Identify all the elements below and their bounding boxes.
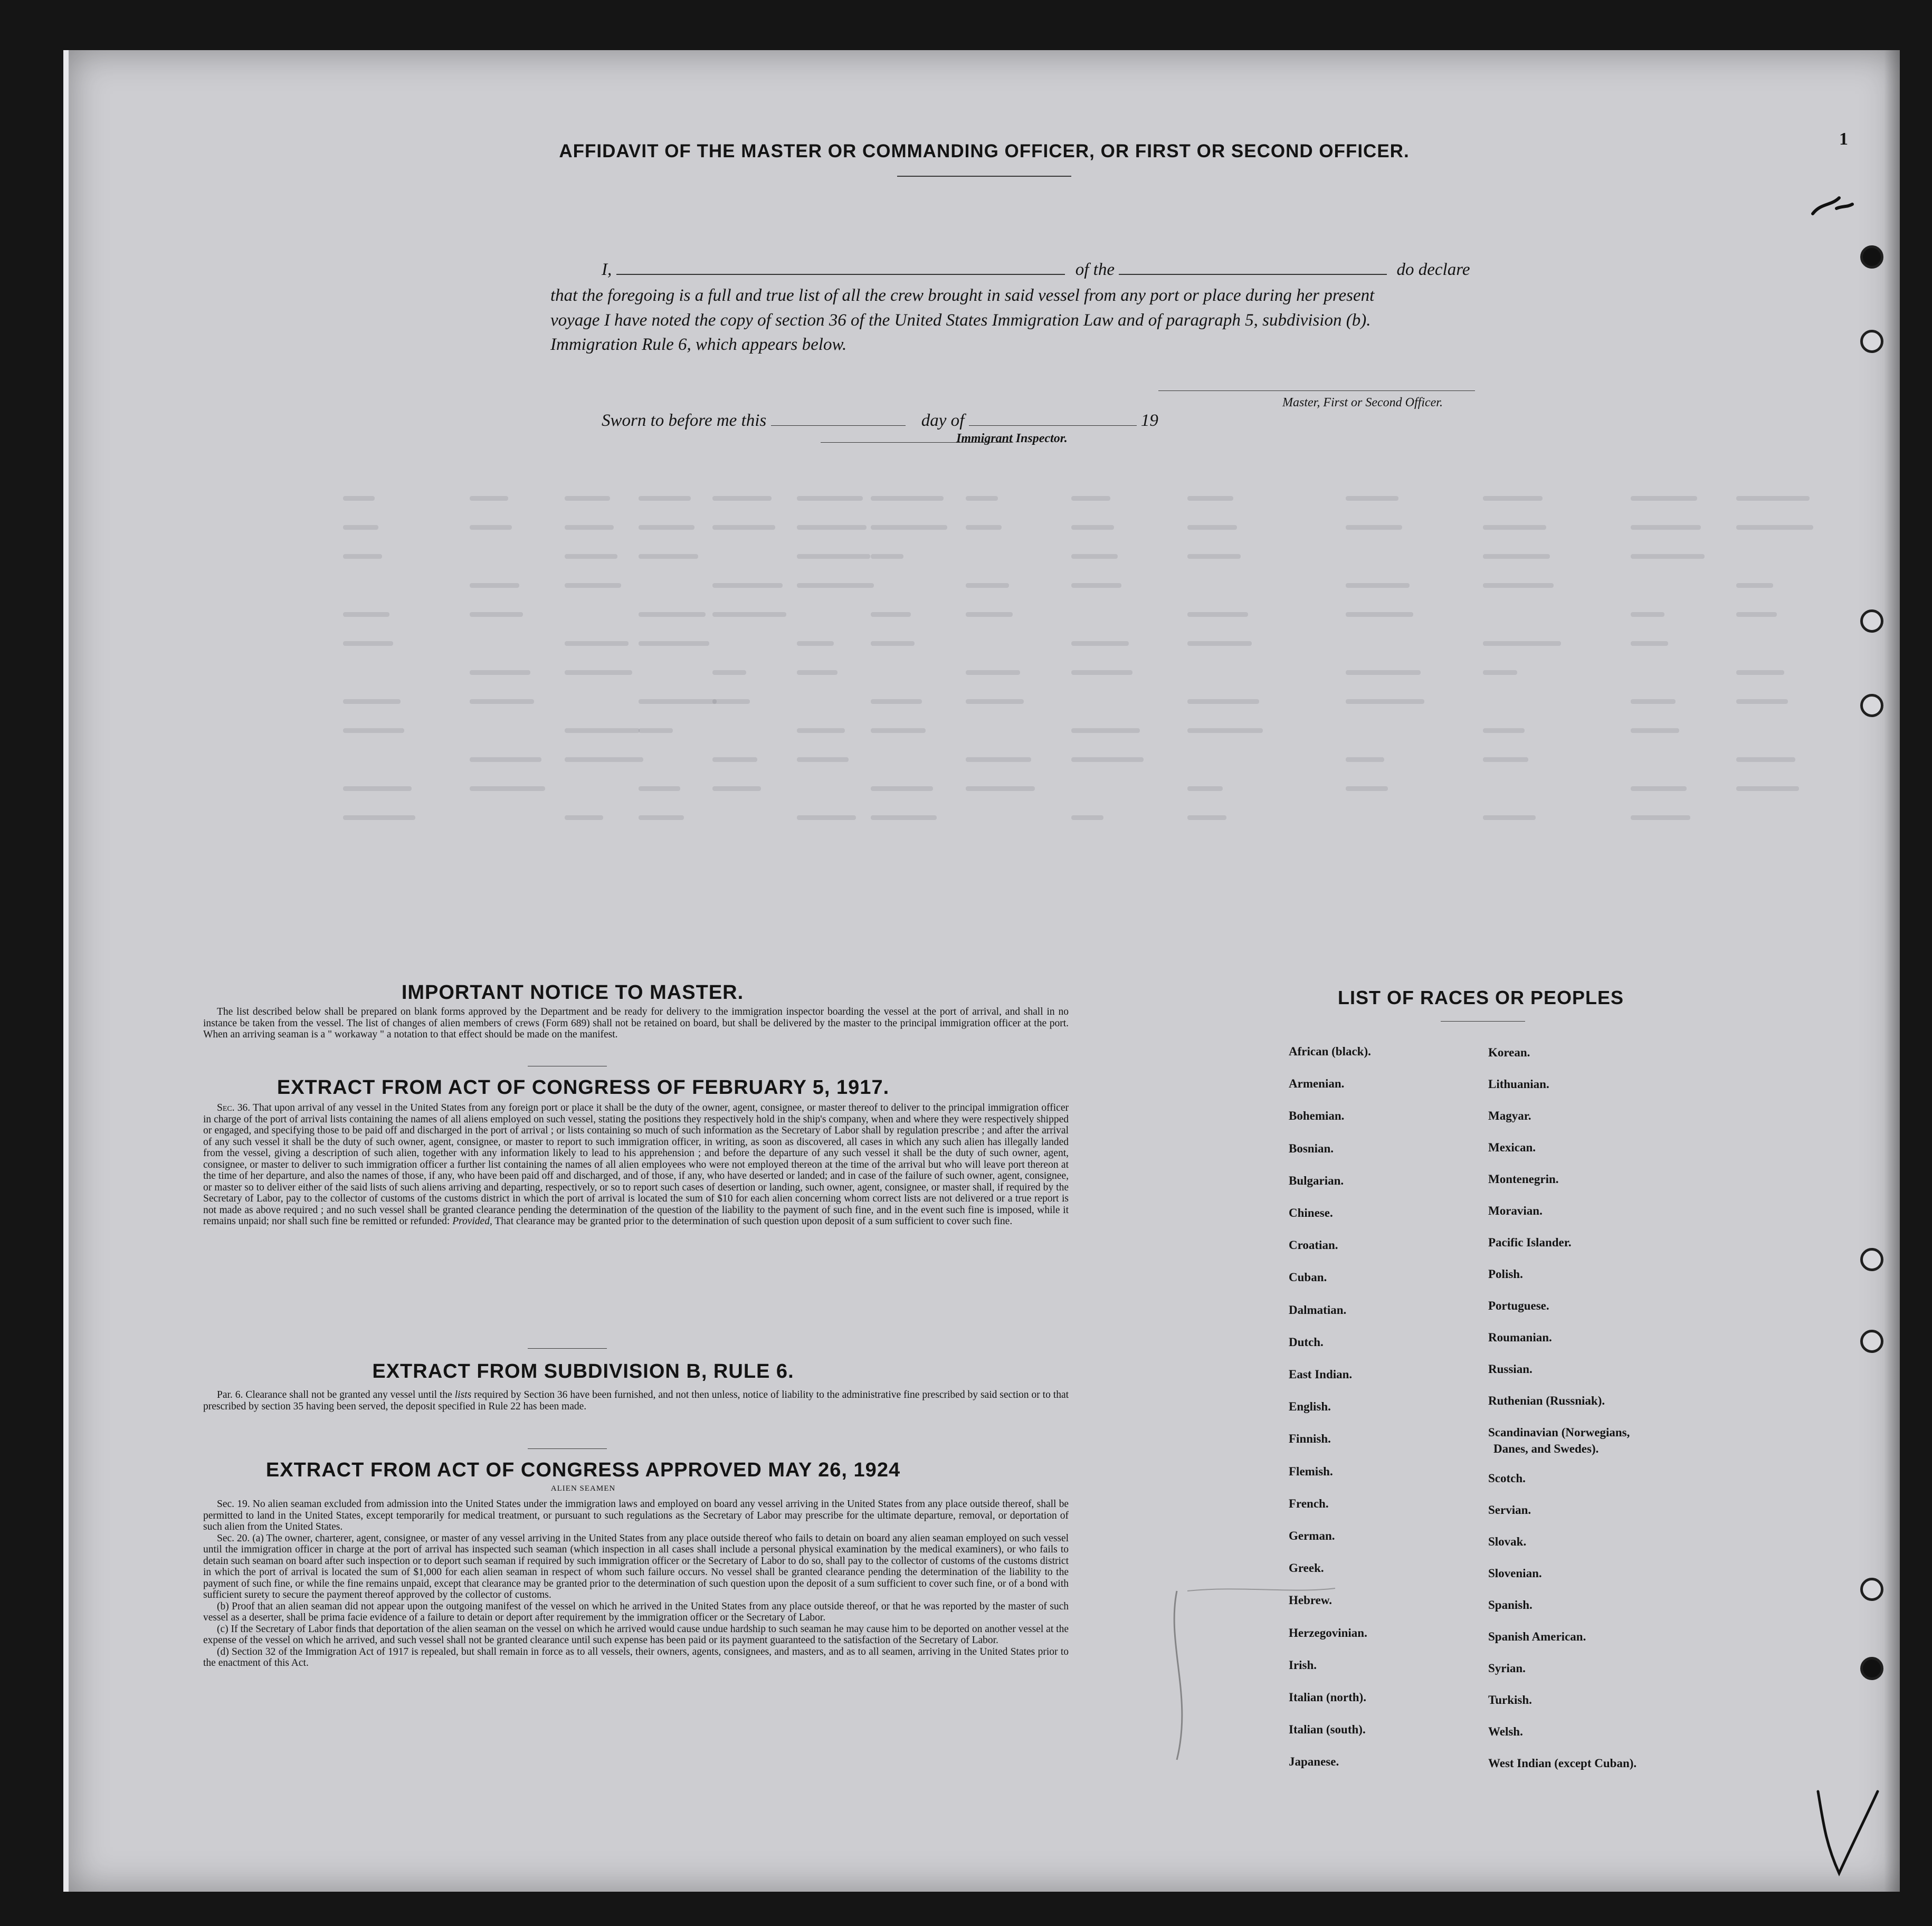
ghost-dash [565, 496, 610, 501]
punch-hole-icon [1860, 330, 1883, 353]
race-right-item: Welsh. [1488, 1725, 1523, 1738]
race-right-item: Korean. [1488, 1046, 1530, 1059]
race-left-item: Hebrew. [1289, 1594, 1332, 1607]
ghost-dash [343, 496, 375, 501]
ghost-dash [565, 554, 617, 559]
race-right-item: Russian. [1488, 1362, 1533, 1376]
ghost-dash [712, 525, 775, 530]
punch-hole-icon [1860, 1578, 1883, 1601]
extract-1917-title: EXTRACT FROM ACT OF CONGRESS OF FEBRUARY 5, 1917. [277, 1076, 890, 1099]
rule6-text-a: Clearance shall not be granted any vessel until the [245, 1389, 452, 1400]
ghost-dash [565, 525, 614, 530]
ghost-dash [1736, 786, 1799, 791]
race-right-item: Roumanian. [1488, 1331, 1552, 1344]
race-right-item: Mexican. [1488, 1141, 1536, 1154]
ghost-dash [797, 641, 834, 646]
ghost-dash [1346, 670, 1421, 675]
ghost-dash [1346, 699, 1424, 704]
affidavit-of-the: of the [1075, 260, 1115, 279]
ghost-row [343, 728, 1863, 739]
ghost-dash [1071, 670, 1132, 675]
rule6-title: EXTRACT FROM SUBDIVISION B, RULE 6. [372, 1360, 794, 1382]
ghost-dash [1346, 786, 1388, 791]
race-right-item: Syrian. [1488, 1662, 1526, 1675]
ghost-row [343, 699, 1863, 710]
ghost-dash [1736, 757, 1795, 762]
ghost-dash [1346, 583, 1410, 588]
ghost-dash [1631, 525, 1701, 530]
ghost-dash [343, 728, 404, 733]
race-left-item: Finnish. [1289, 1432, 1331, 1446]
ghost-dash [712, 583, 783, 588]
ghost-dash [1631, 786, 1687, 791]
punch-hole-icon [1860, 1657, 1883, 1680]
sec20a-text: (a) The owner, charterer, agent, consignee, or master of any vessel arriving in the United States from any place outside thereof who fails to detain on board any alien seaman employed on such vessel until the immigration officer in charge at the port of arrival has inspected such seaman (which inspection in all cases shall include a personal physical examination by the medical examiners), or who fails to detain such seaman on board after such inspection or to deport such seaman if required by such immigration officer or the Secretary of Labor to do so, shall pay to the collector of customs of the customs district in which the port of arrival is located the sum of $1,000 for each alien seaman in respect of whom such failure occurs. No vessel shall be granted clearance pending the determination of the liability to the payment of such fine, or while the fine remains unpaid, except that clearance may be granted prior to the determination of such question upon the deposit of a sum sufficient to cover such fine, or of a bond with sufficient surety to secure the payment thereof approved by the collector of customs. [203, 1532, 1069, 1600]
ghost-dash [639, 728, 673, 733]
ghost-dash [712, 496, 772, 501]
ghost-dash [871, 728, 926, 733]
extract-1917-body [203, 1102, 1069, 1227]
affidavit-title: AFFIDAVIT OF THE MASTER OR COMMANDING OFFICER, OR FIRST OR SECOND OFFICER. [559, 141, 1410, 161]
ghost-dash [565, 670, 632, 675]
ghost-row [343, 554, 1863, 565]
ghost-dash [966, 612, 1013, 617]
ghost-dash [712, 612, 786, 617]
affidavit-line-4: Immigration Rule 6, which appears below. [550, 335, 847, 354]
race-left-item: Irish. [1289, 1658, 1317, 1672]
ghost-dash [1631, 728, 1679, 733]
ghost-dash [966, 699, 1024, 704]
ghost-dash [712, 699, 750, 704]
race-right-item: Polish. [1488, 1267, 1523, 1281]
ghost-dash [712, 786, 761, 791]
race-left-item: Dalmatian. [1289, 1303, 1347, 1317]
ghost-dash [1071, 728, 1140, 733]
affidavit-line-1 [602, 260, 1470, 280]
ghost-dash [343, 699, 401, 704]
ghost-dash [470, 757, 541, 762]
ghost-row [343, 583, 1863, 594]
manifest-page [63, 50, 1900, 1892]
ghost-dash [343, 641, 393, 646]
race-right-item: Turkish. [1488, 1693, 1532, 1706]
ghost-dash [1483, 554, 1550, 559]
race-left-item: German. [1289, 1529, 1335, 1542]
ghost-dash [1071, 496, 1110, 501]
ghost-dash [470, 583, 519, 588]
rule6-text-b: required by Section 36 have been furnished, and not then unless, notice of liability to the administrative fine prescribed by said section or to that prescribed by section 35 having been served, the deposit specified in Rule 22 has been made. [203, 1389, 1069, 1412]
sworn-prefix: Sworn to before me this [602, 411, 767, 430]
ghost-row [343, 815, 1863, 826]
race-left-item: Armenian. [1289, 1077, 1345, 1091]
ghost-dash [1187, 496, 1233, 501]
ghost-dash [343, 786, 412, 791]
punch-hole-icon [1860, 245, 1883, 269]
sworn-year: 19 [1140, 411, 1158, 430]
ghost-dash [1483, 583, 1554, 588]
ghost-dash [1187, 525, 1237, 530]
sworn-line [602, 411, 1158, 431]
ghost-dash [1071, 641, 1129, 646]
punch-hole-icon [1860, 609, 1883, 633]
ghost-dash [1736, 583, 1773, 588]
ghost-row [343, 641, 1863, 652]
ghost-dash [1483, 641, 1561, 646]
race-left-item: Japanese. [1289, 1755, 1339, 1769]
extract-1924-title: EXTRACT FROM ACT OF CONGRESS APPROVED MAY 26, 1924 [265, 1459, 901, 1481]
extract-1917-rule [528, 1348, 607, 1349]
notice-master-text: The list described below shall be prepared on blank forms approved by the Department and be ready for delivery to the immigration inspector boarding the vessel at the port of arrival, and shall in no instance be taken from the vessel. The list of changes of alien members of crews (Form 689) shall not be retained on board, but shall be delivered by the master to the principal immigration officer at the port. When an arriving seaman is a " workaway " a notation to that effect should be made on the manifest. [203, 1006, 1069, 1040]
ghost-row [343, 786, 1863, 797]
ghost-dash [639, 815, 684, 820]
ghost-dash [712, 757, 757, 762]
par6-label: Par. 6. [217, 1389, 243, 1400]
ghost-dash [639, 699, 717, 704]
ghost-dash [1736, 670, 1784, 675]
affidavit-i: I, [602, 260, 612, 279]
punch-hole-icon [1860, 1248, 1883, 1271]
ghost-dash [797, 728, 845, 733]
notice-master-title: IMPORTANT NOTICE TO MASTER. [401, 981, 744, 1004]
ghost-dash [966, 525, 1002, 530]
affidavit-do-declare: do declare [1396, 260, 1470, 279]
ghost-dash [966, 583, 1009, 588]
ghost-row [343, 525, 1863, 536]
ghost-dash [871, 525, 947, 530]
race-left-item: Flemish. [1289, 1464, 1333, 1478]
ghost-dash [1631, 641, 1668, 646]
ghost-dash [1071, 757, 1144, 762]
ghost-dash [871, 641, 915, 646]
proviso-text: That clearance may be granted prior to the determination of such question upon deposit of a sum sufficient to cover such fine. [494, 1216, 1013, 1227]
race-right-item: Moravian. [1488, 1204, 1543, 1217]
ghost-dash [1483, 670, 1517, 675]
ghost-row [343, 496, 1863, 507]
ghost-dash [1071, 554, 1118, 559]
sec36-text: That upon arrival of any vessel in the United States from any foreign port or place it shall be the duty of the owner, agent, consignee, or master thereof to deliver to the principal immigration officer in charge of the port of arrival lists containing the names of all aliens employed on such vessel, stating the positions they respectively hold in the ship's company, when and where they were respectively shipped or engaged, and specifying those to be paid off and discharged in the port of arrival ; or lists containing so much of such information as the Secretary of Labor shall by regulation prescribe ; and after the arrival of any such vessel it shall be the duty of such owner, agent, consignee, or master to report to such immigration officer, in writing, as soon as discovered, all cases in which any such alien has illegally landed from the vessel, giving a description of such alien, together with any information likely to lead to his apprehension ; and before the departure of any such vessel it shall be the duty of such owner, agent, consignee, or master to deliver to such immigration officer a further list containing the names of all alien employees who were not employed thereon at the time of the arrival but who will leave port thereon at the time of her departure, and also the names of those, if any, who have been paid off and discharged, and of those, if any, who have deserted or landed; and in case of the failure of such owner, agent, consignee, or master so to deliver either of the said lists of such aliens arriving and departing, respectively, or so to report such cases of desertion or landing, such owner, agent, consignee, or master shall, if required by the Secretary of Labor, pay to the collector of customs of the customs district in which the port of arrival is located the sum of $10 for each alien concerning whom correct lists are not delivered or a true report is not made as above required ; and no such vessel shall be granted clearance pending the determination of the question of the liability to the payment of such fine, and in the event such fine is imposed, while it remains unpaid; nor shall such fine be remitted or refunded: [203, 1102, 1069, 1227]
sec19-label: Sec. 19. [217, 1499, 250, 1510]
corner-number: 1 [1839, 129, 1848, 149]
ghost-dash [1187, 699, 1259, 704]
ghost-dash [871, 496, 944, 501]
ghost-row [343, 757, 1863, 768]
race-left-item: French. [1289, 1496, 1329, 1510]
race-right-item: Pacific Islander. [1488, 1236, 1572, 1249]
rule6-body [203, 1389, 1069, 1412]
ghost-dash [1736, 612, 1777, 617]
ghost-dash [1071, 583, 1121, 588]
affidavit-line-2: that the foregoing is a full and true list of all the crew brought in said vessel from any port or place during her present [550, 286, 1375, 305]
ghost-dash [1187, 612, 1248, 617]
ghost-dash [966, 496, 998, 501]
races-title: LIST OF RACES OR PEOPLES [1338, 987, 1624, 1008]
race-left-item: African (black). [1289, 1045, 1371, 1058]
ghost-dash [1631, 612, 1664, 617]
ghost-dash [343, 612, 389, 617]
sworn-month-blank [969, 425, 1137, 426]
ghost-dash [639, 554, 698, 559]
ghost-dash [966, 670, 1020, 675]
ghost-dash [966, 786, 1035, 791]
race-left-item: English. [1289, 1400, 1331, 1414]
checkmark-icon [1810, 1781, 1884, 1881]
vessel-name-blank [1119, 274, 1387, 275]
race-right-item: Montenegrin. [1488, 1172, 1559, 1186]
ghost-dash [470, 496, 508, 501]
ghost-dash [1483, 728, 1525, 733]
ghost-dash [470, 525, 512, 530]
ghost-dash [871, 815, 937, 820]
ghost-dash [565, 815, 603, 820]
sec20b-text: (b) Proof that an alien seaman did not appear upon the outgoing manifest of the vessel on which he arrived in the United States from any place outside thereof, or that he was reported by the master of such vessel as a deserter, shall be prima facie evidence of a failure to detain or deport after requirement by the immigration officer or the Secretary of Labor. [203, 1600, 1069, 1623]
race-left-item: Italian (south). [1289, 1723, 1366, 1737]
ghost-dash [1483, 496, 1543, 501]
affidavit-title-rule [897, 176, 1071, 177]
ghost-dash [470, 670, 530, 675]
ghost-dash [797, 583, 874, 588]
race-left-item: Dutch. [1289, 1335, 1324, 1349]
ghost-dash [470, 786, 545, 791]
ghost-dash [871, 786, 933, 791]
ghost-dash [1346, 496, 1398, 501]
ghost-dash [343, 554, 382, 559]
ghost-dash [639, 786, 680, 791]
race-right-item: Scotch. [1488, 1472, 1526, 1485]
ghost-dash [1483, 525, 1546, 530]
race-left-item: Croatian. [1289, 1238, 1338, 1252]
rule6-rule [528, 1448, 607, 1449]
sworn-day-blank [771, 425, 906, 426]
race-left-item: Bohemian. [1289, 1109, 1345, 1123]
master-name-blank [616, 274, 1065, 275]
ghost-dash [639, 496, 691, 501]
ghost-dash [470, 699, 534, 704]
races-title-rule [1441, 1021, 1525, 1022]
sworn-day-of: day of [921, 411, 965, 430]
ghost-dash [1483, 815, 1536, 820]
race-right-item: West Indian (except Cuban). [1488, 1757, 1637, 1770]
ghost-dash [565, 641, 629, 646]
ghost-dash [1187, 815, 1226, 820]
race-right-item: Spanish American. [1488, 1630, 1586, 1643]
sec19-text: No alien seaman excluded from admission into the United States under the immigration laws and employed on board any vessel arriving in the United States from any place outside thereof, shall be permitted to land in the United States, except temporarily for medical treatment, or pursuant to such regulations as the Secretary of Labor may prescribe for the ultimate departure, removal, or deportation of such alien from the United States. [203, 1499, 1069, 1532]
affidavit-line-3: voyage I have noted the copy of section 36 of the United States Immigration Law and of paragraph 5, subdivision (b). [550, 311, 1371, 330]
ghost-dash [1631, 699, 1676, 704]
ghost-dash [639, 641, 709, 646]
ghost-dash [1736, 525, 1813, 530]
inspector-caption: Immigrant Inspector. [956, 432, 1068, 445]
ghost-dash [639, 612, 706, 617]
ghost-dash [797, 554, 870, 559]
signature-line [1158, 390, 1475, 391]
ghost-dash [871, 699, 922, 704]
race-left-item: Chinese. [1289, 1206, 1333, 1219]
sec20d-text: (d) Section 32 of the Immigration Act of 1917 is repealed, but shall remain in force as to all vessels, their owners, agents, consignees, and masters, and as to all seamen, arriving in the United States prior to the enactment of this Act. [203, 1646, 1069, 1668]
race-right-scandinavian-cont: Danes, and Swedes). [1493, 1442, 1599, 1455]
ghost-dash [797, 815, 856, 820]
ghost-dash [1187, 554, 1241, 559]
scan-edge-shadow [1884, 50, 1900, 1892]
race-left-item: East Indian. [1289, 1368, 1353, 1381]
race-left-item: Bulgarian. [1289, 1174, 1344, 1187]
ghost-dash [639, 525, 694, 530]
ghost-dash [871, 612, 911, 617]
race-right-item: Portuguese. [1488, 1299, 1549, 1312]
ghost-dash [797, 670, 837, 675]
sec36-label: Sec. 36. [217, 1102, 251, 1113]
ghost-dash [1346, 612, 1413, 617]
punch-hole-icon [1860, 1330, 1883, 1353]
signature-caption: Master, First or Second Officer. [1282, 396, 1443, 409]
proviso-label: Provided, [452, 1216, 492, 1227]
notice-master-body [203, 1006, 1069, 1041]
race-right-item: Servian. [1488, 1503, 1531, 1517]
race-left-item: Herzegovinian. [1289, 1626, 1367, 1639]
race-left-item: Greek. [1289, 1561, 1324, 1575]
ghost-dash [1631, 554, 1705, 559]
ghost-dash [1187, 728, 1263, 733]
race-right-item: Slovak. [1488, 1535, 1527, 1548]
race-right-item: Slovenian. [1488, 1567, 1542, 1580]
ghost-dash [565, 583, 621, 588]
ghost-dash [1631, 496, 1697, 501]
ghost-dash [1736, 496, 1810, 501]
race-right-item: Spanish. [1488, 1598, 1533, 1612]
sec20c-text: (c) If the Secretary of Labor finds that deportation of the alien seaman on the vessel on which he arrived would cause undue hardship to such seaman he may cause him to be deported on another vessel at the expense of the vessel on which he arrived, and such vessel shall not be granted clearance until such expense has been paid or its payment guaranteed to the satisfaction of the Secretary of Labor. [203, 1623, 1069, 1646]
race-right-item: Lithuanian. [1488, 1078, 1549, 1091]
pencil-mark-icon [1156, 1580, 1356, 1813]
ghost-dash [797, 757, 849, 762]
race-right-item: Ruthenian (Russniak). [1488, 1394, 1605, 1407]
ghost-row [343, 670, 1863, 681]
ghost-dash [1631, 815, 1690, 820]
ghost-dash [343, 815, 415, 820]
ghost-dash [1346, 757, 1384, 762]
ghost-dash [1071, 815, 1103, 820]
ghost-dash [797, 496, 863, 501]
ghost-dash [470, 612, 523, 617]
rule6-lists: lists [454, 1389, 472, 1400]
race-left-item: Bosnian. [1289, 1141, 1334, 1155]
ghost-dash [1346, 525, 1402, 530]
ink-mark-icon [1810, 193, 1858, 224]
ghost-dash [1187, 641, 1252, 646]
ghost-dash [797, 525, 867, 530]
race-right-item: Magyar. [1488, 1109, 1531, 1122]
punch-hole-icon [1860, 694, 1883, 717]
alien-seamen-subtitle: ALIEN SEAMEN [550, 1484, 616, 1493]
race-left-item: Italian (north). [1289, 1691, 1366, 1704]
ghost-dash [871, 554, 903, 559]
race-right-item: Scandinavian (Norwegians, [1488, 1426, 1630, 1439]
ghost-dash [712, 670, 746, 675]
ghost-dash [1071, 525, 1114, 530]
ghost-dash [966, 757, 1031, 762]
ghost-dash [1187, 786, 1223, 791]
extract-1924-body [203, 1499, 1069, 1669]
race-left-item: Cuban. [1289, 1271, 1327, 1284]
ghost-dash [1736, 699, 1788, 704]
sec20-label: Sec. 20. [217, 1532, 250, 1544]
ghost-dash [1483, 757, 1528, 762]
ghost-row [343, 612, 1863, 623]
ghost-dash [343, 525, 378, 530]
ghost-dash [565, 757, 643, 762]
ghost-dash [565, 728, 640, 733]
